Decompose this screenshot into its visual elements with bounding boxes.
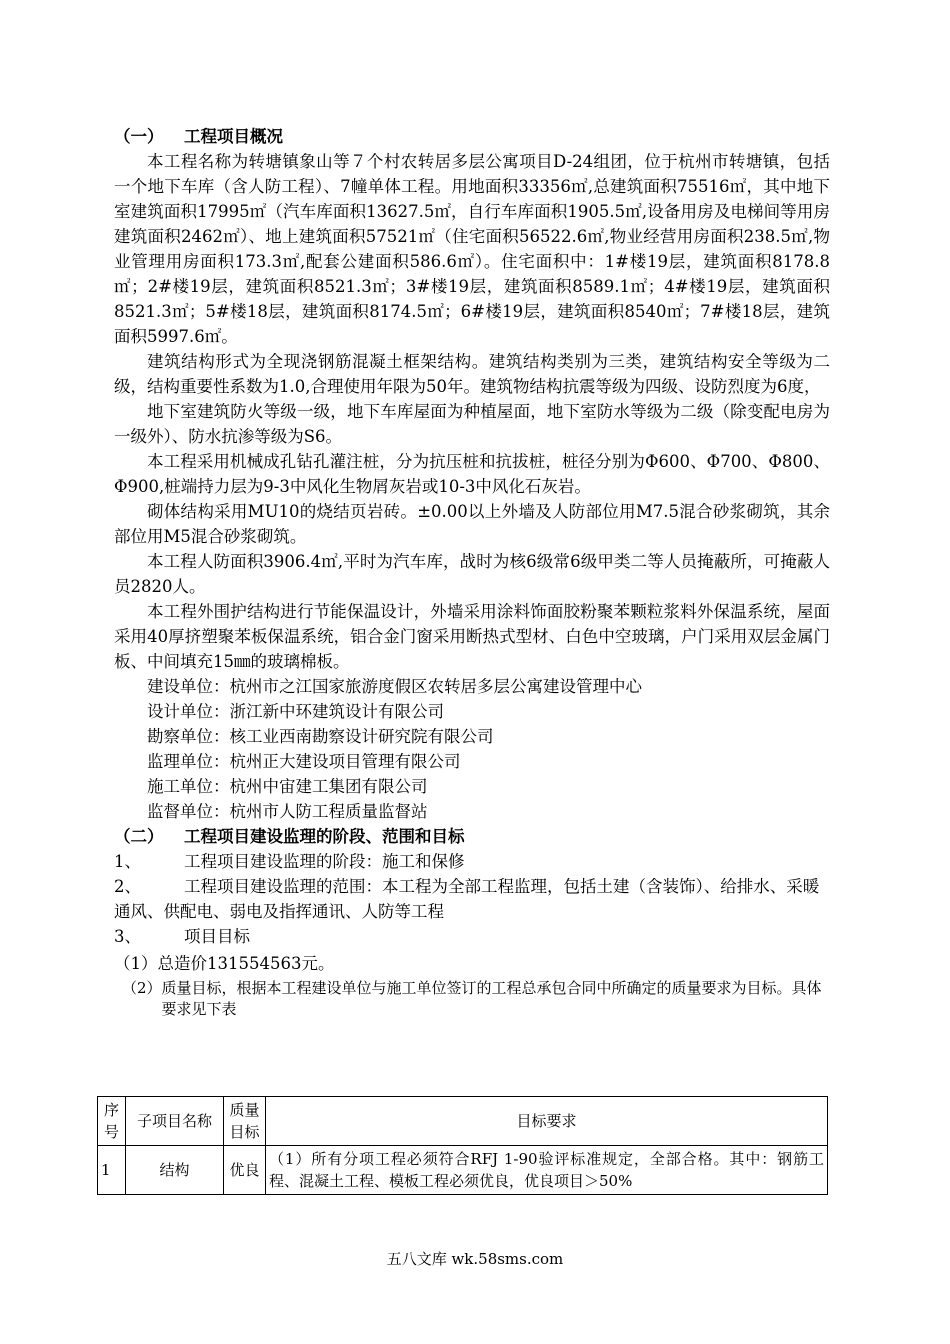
sub-list-marker: （1） bbox=[114, 954, 158, 973]
fire-waterproof-paragraph: 地下室建筑防火等级一级，地下车库屋面为种植屋面，地下室防水等级为二级（除变配电房为一级外）、防水抗渗等级为S6。 bbox=[114, 402, 830, 446]
list-text: 工程项目建设监理的阶段：施工和保修 bbox=[184, 852, 465, 871]
contractor-unit: 施工单位：杭州中宙建工集团有限公司 bbox=[147, 777, 428, 796]
design-unit: 设计单位：浙江新中环建筑设计有限公司 bbox=[147, 702, 444, 721]
list-item bbox=[114, 924, 830, 949]
supervision-unit: 监理单位：杭州正大建设项目管理有限公司 bbox=[147, 752, 461, 771]
list-marker: 2、 bbox=[114, 877, 141, 896]
section-2-title: 工程项目建设监理的阶段、范围和目标 bbox=[184, 827, 465, 846]
document-body bbox=[114, 124, 830, 1020]
cell-subproject: 结构 bbox=[126, 1146, 224, 1195]
list-item bbox=[114, 849, 830, 874]
list-marker: 3、 bbox=[114, 927, 141, 946]
sub-list-text: 总造价131554563元。 bbox=[157, 954, 335, 973]
sub-list-item bbox=[114, 951, 830, 976]
cell-seq: 1 bbox=[98, 1146, 126, 1195]
sub-list-marker: （2） bbox=[122, 979, 162, 997]
civil-defense-paragraph: 本工程人防面积3906.4㎡,平时为汽车库，战时为核6级常6级甲类二等人员掩蔽所，可掩蔽人员2820人。 bbox=[114, 552, 830, 596]
header-quality: 质量目标 bbox=[224, 1097, 266, 1146]
masonry-paragraph: 砌体结构采用MU10的烧结页岩砖。±0.00以上外墙及人防部位用M7.5混合砂浆砌筑，其余部位用M5混合砂浆砌筑。 bbox=[114, 502, 830, 546]
table-row bbox=[98, 1146, 828, 1195]
insulation-paragraph: 本工程外围护结构进行节能保温设计，外墙采用涂料饰面胶粉聚苯颗粒浆料外保温系统，屋面采用40厚挤塑聚苯板保温系统，铝合金门窗采用断热式型材、白色中空玻璃，户门采用双层金属门板、中间填充15㎜的玻璃棉板。 bbox=[114, 602, 830, 671]
header-subproject: 子项目名称 bbox=[126, 1097, 224, 1146]
list-text: 工程项目建设监理的范围：本工程为全部工程监理，包括土建（含装饰）、给排水、采暖通风、供配电、弱电及指挥通讯、人防等工程 bbox=[114, 877, 820, 921]
sub-list-text: 质量目标，根据本工程建设单位与施工单位签订的工程总承包合同中所确定的质量要求为目标。具体要求见下表 bbox=[161, 979, 822, 1018]
cell-requirement: （1）所有分项工程必须符合RFJ 1-90验评标准规定，全部合格。其中：钢筋工程、混凝土工程、模板工程必须优良，优良项目＞50% bbox=[266, 1146, 828, 1195]
section-1-heading bbox=[114, 124, 830, 149]
pile-paragraph: 本工程采用机械成孔钻孔灌注桩，分为抗压桩和抗拔桩，桩径分别为Φ600、Φ700、Φ800、Φ900,桩端持力层为9-3中风化生物屑灰岩或10-3中风化石灰岩。 bbox=[114, 452, 830, 496]
section-1-title: 工程项目概况 bbox=[184, 127, 283, 146]
construction-unit: 建设单位：杭州市之江国家旅游度假区农转居多层公寓建设管理中心 bbox=[147, 677, 642, 696]
overview-paragraph: 本工程名称为转塘镇象山等７个村农转居多层公寓项目D-24组团，位于杭州市转塘镇，包括一个地下车库（含人防工程）、7幢单体工程。用地面积33356㎡,总建筑面积75516㎡，其中地下室建筑面积17995㎡（汽车库面积13627.5㎡，自行车库面积1905.5㎡,设备用房及电梯间等用房建筑面积2462㎡）、地上建筑面积57521㎡（住宅面积56522.6㎡,物业经营用房面积238.5㎡,物业管理用房面积173.3㎡,配套公建面积586.6㎡）。住宅面积中：1#楼19层，建筑面积8178.8㎡；2#楼19层，建筑面积8521.3㎡；3#楼19层，建筑面积8589.1㎡；4#楼19层，建筑面积8521.3㎡；5#楼18层，建筑面积8174.5㎡；6#楼19层，建筑面积8540㎡；7#楼18层，建筑面积5997.6㎡。 bbox=[114, 152, 830, 346]
section-2-heading bbox=[114, 824, 830, 849]
survey-unit: 勘察单位：核工业西南勘察设计研究院有限公司 bbox=[147, 727, 494, 746]
table-header-row bbox=[98, 1097, 828, 1146]
list-marker: 1、 bbox=[114, 852, 141, 871]
sub-list-item bbox=[114, 978, 830, 1020]
cell-quality: 优良 bbox=[224, 1146, 266, 1195]
header-requirement: 目标要求 bbox=[266, 1097, 828, 1146]
list-item bbox=[114, 874, 830, 924]
header-seq: 序号 bbox=[98, 1097, 126, 1146]
section-2-number: （二） bbox=[114, 827, 164, 846]
inspection-unit: 监督单位：杭州市人防工程质量监督站 bbox=[147, 802, 428, 821]
list-text: 项目目标 bbox=[184, 927, 250, 946]
quality-goals-table bbox=[97, 1096, 828, 1195]
page-footer: 五八文库 wk.58sms.com bbox=[386, 1250, 564, 1268]
section-1-number: （一） bbox=[114, 127, 164, 146]
structure-paragraph: 建筑结构形式为全现浇钢筋混凝土框架结构。建筑结构类别为三类，建筑结构安全等级为二级，结构重要性系数为1.0,合理使用年限为50年。建筑物结构抗震等级为四级、设防烈度为6度， bbox=[114, 352, 830, 396]
